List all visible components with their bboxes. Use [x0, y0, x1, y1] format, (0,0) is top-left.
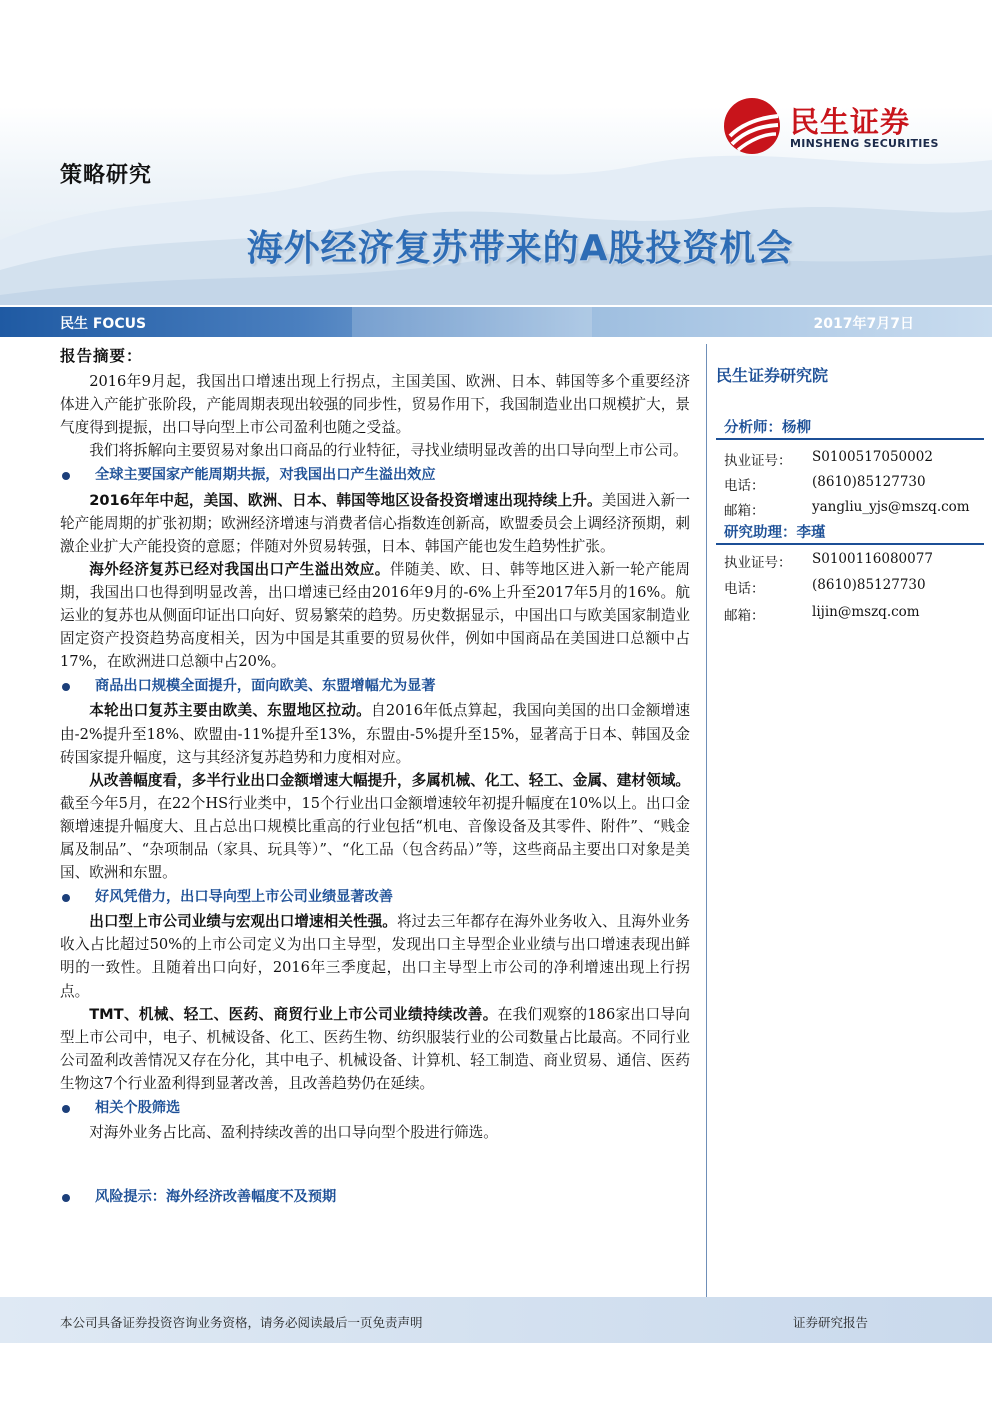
report-date: 2017年7月7日 [813, 316, 914, 332]
assistant-phone-value: (8610)85127730 [812, 577, 926, 593]
paragraph-lead: 2016年年中起，美国、欧洲、日本、韩国等地区设备投资增速出现持续上升。 [89, 491, 602, 509]
report-title: 海外经济复苏带来的A股投资机会 [246, 228, 794, 269]
logo-name-cn: 民生证券 [790, 105, 911, 139]
analyst-phone-value: (8610)85127730 [812, 474, 926, 490]
paragraph-body: 美国进入新一轮产能周期的扩张初期；欧洲经济增速与消费者信心指数连创新高，欧盟委员会上调经济预期，刺激企业扩大产能投资的意愿；伴随对外贸易转强，日本、韩国产能也发生趋势性扩张。 [60, 491, 690, 555]
paragraph-lead: 从改善幅度看，多半行业出口金额增速大幅提升，多属机械、化工、轻工、金属、建材领域。 [89, 771, 690, 789]
report-category: 策略研究 [60, 163, 153, 188]
section-paragraph [60, 558, 690, 673]
analyst-license-label: 执业证号： [724, 453, 792, 469]
assistant-license-label: 执业证号： [724, 555, 792, 571]
section-heading [60, 464, 690, 487]
intro-paragraph: 我们将拆解向主要贸易对象出口商品的行业特征，寻找业绩明显改善的出口导向型上市公司。 [89, 442, 688, 460]
intro-paragraph: 2016年9月起，我国出口增速出现上行拐点，主国美国、欧洲、日本、韩国等多个重要经济体进入产能扩张阶段，产能周期表现出较强的同步性，贸易作用下，我国制造业出口规模扩大，景气度得到提振，出口导向型上市公司盈利也随之受益。 [60, 373, 690, 437]
footer-disclaimer: 本公司具备证券投资咨询业务资格，请务必阅读最后一页免责声明 [60, 1315, 423, 1330]
section-heading-text: 商品出口规模全面提升，面向欧美、东盟增幅尤为显著 [95, 678, 436, 695]
section-heading-text: 好风凭借力，出口导向型上市公司业绩显著改善 [95, 889, 393, 906]
section-heading-text: 全球主要国家产能周期共振，对我国出口产生溢出效应 [95, 467, 436, 484]
company-logo [722, 96, 952, 156]
analyst-phone-label: 电话： [724, 478, 765, 494]
risk-warning-text: 风险提示：海外经济改善幅度不及预期 [95, 1189, 337, 1206]
logo-name-en: MINSHENG SECURITIES [790, 137, 939, 150]
section-paragraph [60, 769, 690, 884]
paragraph-body: 截至今年5月，在22个HS行业类中，15个行业出口金额增速较年初提升幅度在10%以上。出口金额增速提升幅度大、且占总出口规模比重高的行业包括“机电、音像设备及其零件、附件”、“贱金属及制品”、“杂项制品（家具、玩具等）”、“化工品（包含药品）”等，这些商品主要出口对象是美国、欧洲和东盟。 [60, 794, 690, 882]
analyst-email-link[interactable]: yangliu_yjs@mszq.com [812, 499, 970, 515]
footer-report-type: 证券研究报告 [792, 1315, 868, 1330]
paragraph-lead: 本轮出口复苏主要由欧美、东盟地区拉动。 [89, 702, 372, 720]
section-paragraph [60, 699, 690, 768]
assistant-heading: 研究助理：李瑾 [716, 521, 984, 545]
section-paragraph [60, 1003, 690, 1095]
paragraph-lead: 出口型上市公司业绩与宏观出口增速相关性强。 [89, 913, 397, 931]
analyst-license-value: S0100517050002 [812, 449, 933, 465]
risk-warning [60, 1186, 690, 1209]
analyst-email-label: 邮箱： [724, 503, 765, 519]
section-paragraph [60, 1121, 690, 1144]
series-label: 民生 FOCUS [60, 316, 147, 332]
bullet-icon [62, 894, 70, 902]
bullet-icon [62, 472, 70, 480]
paragraph-lead: 海外经济复苏已经对我国出口产生溢出效应。 [89, 560, 390, 578]
paragraph-body: 对海外业务占比高、盈利持续改善的出口导向型个股进行筛选。 [89, 1124, 498, 1142]
assistant-phone-label: 电话： [724, 581, 765, 597]
bullet-icon [62, 1194, 70, 1202]
column-divider [706, 344, 707, 1305]
paragraph-lead: TMT、机械、轻工、医药、商贸行业上市公司业绩持续改善。 [89, 1005, 498, 1023]
assistant-license-value: S0100116080077 [812, 551, 933, 567]
institute-name: 民生证券研究院 [716, 366, 829, 385]
title-bar-segment [352, 307, 592, 337]
paragraph-body: 在我们观察的186家出口导向型上市公司中，电子、机械设备、化工、医药生物、纺织服装行业的公司数量占比最高。不同行业公司盈利改善情况又存在分化，其中电子、机械设备、计算机、轻工制造、商业贸易、通信、医药生物这7个行业盈利得到显著改善，且改善趋势仍在延续。 [60, 1005, 690, 1092]
section-heading [60, 675, 690, 698]
section-heading [60, 1097, 690, 1120]
bullet-icon [62, 683, 70, 691]
section-paragraph [60, 489, 690, 558]
bullet-icon [62, 1105, 70, 1113]
summary-column [60, 344, 690, 1210]
section-heading-text: 相关个股筛选 [95, 1100, 181, 1116]
logo-mark-icon [722, 96, 784, 156]
paragraph-body: 自2016年低点算起，我国向美国的出口金额增速由-2%提升至18%、欧盟由-11%提升至13%，东盟由-5%提升至15%，显著高于日本、韩国及金砖国家提升幅度，这与其经济复苏趋势和力度相对应。 [60, 702, 690, 766]
analyst-heading: 分析师：杨柳 [716, 416, 984, 440]
assistant-email-link[interactable]: lijin@mszq.com [812, 604, 920, 620]
paragraph-body: 伴随美、欧、日、韩等地区进入新一轮产能周期，我国出口也得到明显改善，出口增速已经由2016年9月的-6%上升至2017年5月的16%。航运业的复苏也从侧面印证出口向好、贸易繁荣的趋势。历史数据显示，中国出口与欧美国家制造业固定资产投资趋势高度相关，因为中国是其重要的贸易伙伴，例如中国商品在美国进口总额中占17%，在欧洲进口总额中占20%。 [60, 560, 690, 671]
section-heading [60, 886, 690, 909]
section-paragraph [60, 910, 690, 1002]
summary-title: 报告摘要： [60, 346, 143, 365]
assistant-email-label: 邮箱： [724, 608, 765, 624]
paragraph-body: 将过去三年都存在海外业务收入、且海外业务收入占比超过50%的上市公司定义为出口主导型，发现出口主导型企业业绩与出口增速表现出鲜明的一致性。且随着出口向好，2016年三季度起，出口主导型上市公司的净利增速出现上行拐点。 [60, 913, 690, 1000]
